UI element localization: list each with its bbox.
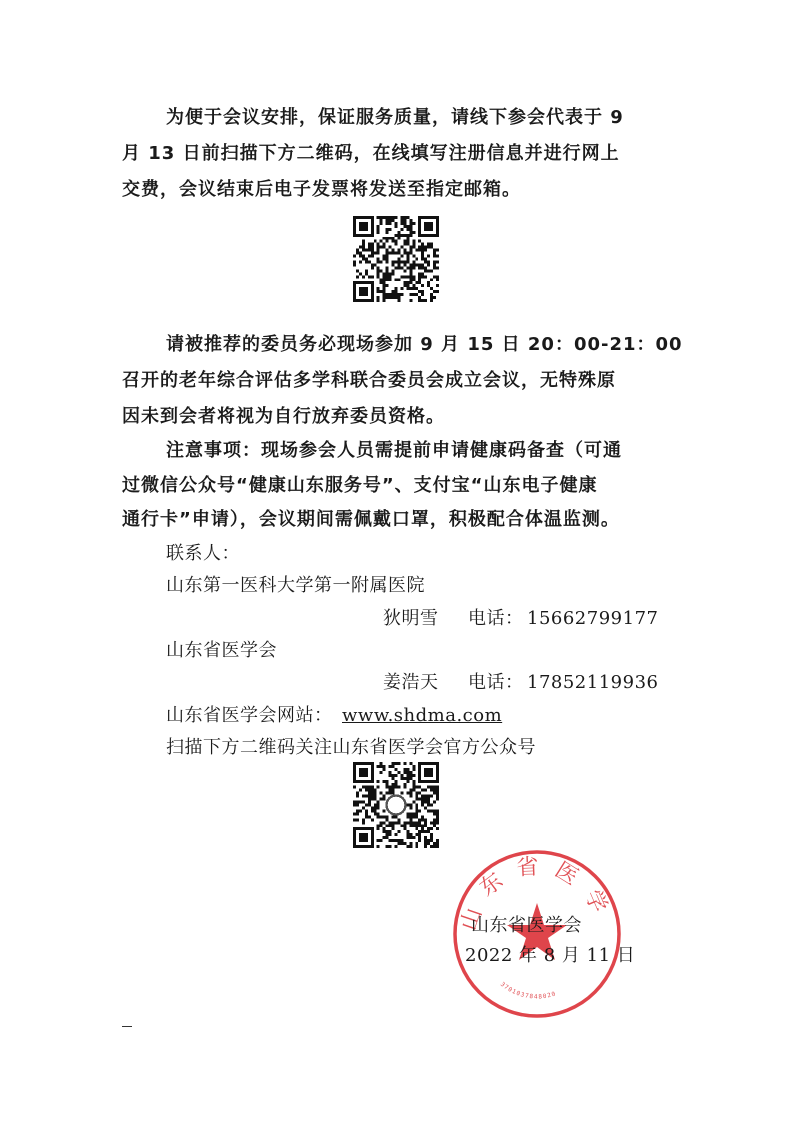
paragraph2-line3: 因未到会者将视为自行放弃委员资格。 <box>122 406 445 427</box>
official-account-qr-code[interactable] <box>353 762 439 848</box>
paragraph3-line3: 通行卡”申请），会议期间需佩戴口罩，积极配合体温监测。 <box>122 509 620 530</box>
contact-org-2: 山东省医学会 <box>166 640 277 661</box>
contact-phone-1-label: 电话： <box>468 608 524 629</box>
seal-serial: 3701037848020 <box>498 980 558 1001</box>
paragraph2-line1: 请被推荐的委员务必现场参加 9 月 15 日 20：00-21：00 <box>166 334 683 355</box>
contact-phone-2-label: 电话： <box>468 672 524 693</box>
contacts-heading: 联系人： <box>166 543 240 564</box>
contact-phone-2: 17852119936 <box>527 672 659 693</box>
paragraph2-line2: 召开的老年综合评估多学科联合委员会成立会议，无特殊原 <box>122 370 616 391</box>
footer-dash <box>122 1026 132 1027</box>
signature-org: 山东省医学会 <box>471 915 582 936</box>
registration-qr-code[interactable] <box>353 216 439 302</box>
qr-code-icon <box>353 216 439 302</box>
signature-date: 2022 年 8 月 11 日 <box>465 945 636 966</box>
paragraph3-line2: 过微信公众号“健康山东服务号”、支付宝“山东电子健康 <box>122 475 598 496</box>
paragraph1-line2: 月 13 日前扫描下方二维码，在线填写注册信息并进行网上 <box>122 143 620 164</box>
contact-person-2: 姜浩天 <box>383 672 439 693</box>
paragraph3-line1: 注意事项：现场参会人员需提前申请健康码备查（可通 <box>166 440 622 461</box>
scan-note: 扫描下方二维码关注山东省医学会官方公众号 <box>166 737 536 758</box>
contact-org-1: 山东第一医科大学第一附属医院 <box>166 575 425 596</box>
website-label: 山东省医学会网站： <box>166 705 333 726</box>
paragraph1-line3: 交费，会议结束后电子发票将发送至指定邮箱。 <box>122 179 521 200</box>
contact-phone-1: 15662799177 <box>527 608 659 629</box>
qr-code-icon <box>353 762 439 848</box>
paragraph1-line1: 为便于会议安排，保证服务质量，请线下参会代表于 9 <box>166 107 624 128</box>
seal-text: 山东省医学 <box>456 854 617 934</box>
website-link[interactable]: www.shdma.com <box>342 705 503 726</box>
contact-person-1: 狄明雪 <box>383 608 439 629</box>
